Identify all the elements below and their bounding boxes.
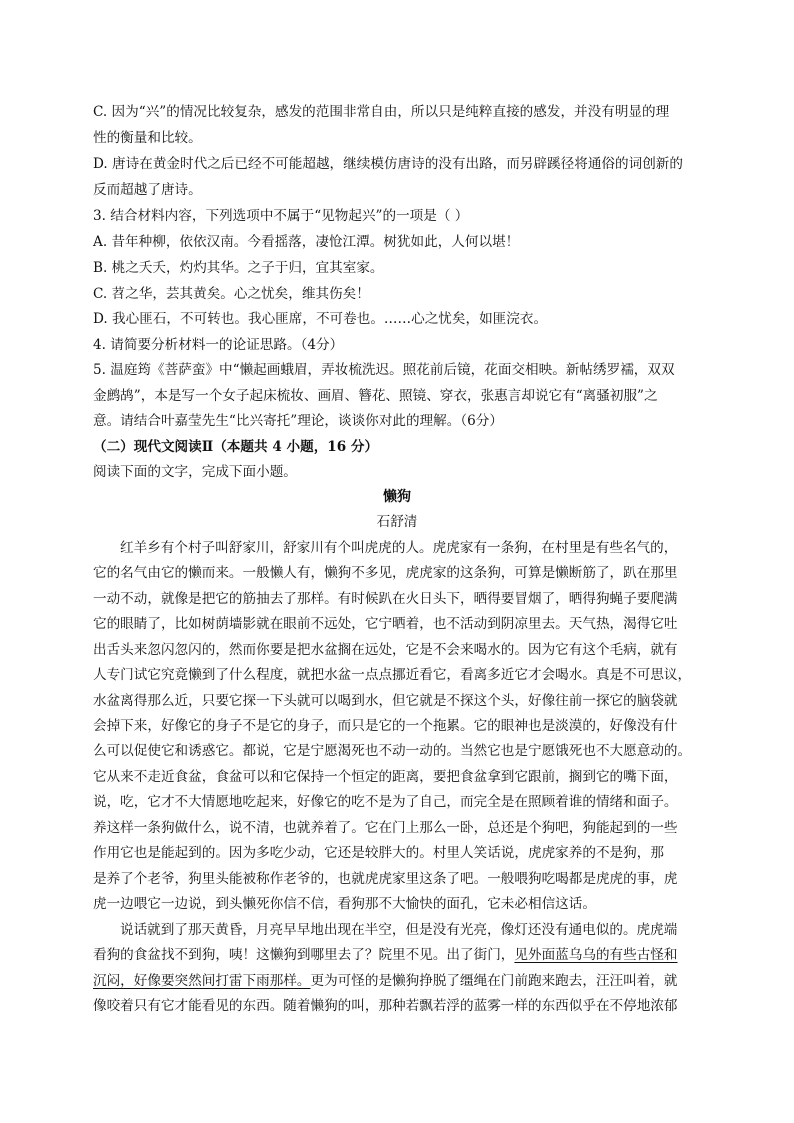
- paragraph-1-line: 作用它也是能起到的。因为多吃少动，它还是较胖大的。村里人笑话说，虎虎家养的不是狗，那: [93, 845, 664, 861]
- article-author: 石舒清: [376, 514, 418, 530]
- plain-text: 更为可怪的是懒狗挣脱了缰绳在门前跑来跑去，汪汪叫着，就: [310, 973, 678, 989]
- option-c-line-1: C. 因为“兴”的情况比较复杂，感发的范围非常自由，所以只是纯粹直接的感发，并没有明显的理: [93, 104, 670, 120]
- underlined-text: 沉闷，好像要突然间打雷下雨那样。: [93, 973, 311, 989]
- paragraph-1-line: 它从来不走近食盆，食盆可以和它保持一个恒定的距离，要把食盆拿到它跟前，搁到它的嘴下面，: [93, 769, 678, 785]
- option-d-line-1: D. 唐诗在黄金时代之后已经不可能超越，继续模仿唐诗的没有出路，而另辟蹊径将通俗的词创新的: [93, 156, 683, 172]
- paragraph-1-line: 是养了个老爷，狗里头能被称作老爷的，也就虎虎家里这条了吧。一般喂狗吃喝都是虎虎的事，虎: [93, 871, 678, 887]
- paragraph-1-line: 人专门试它究竟懒到了什么程度，就把水盆一点点挪近看它，看离多近它才会喝水。真是不可思议，: [93, 667, 692, 683]
- paragraph-2-line: 像咬着只有它才能看见的东西。随着懒狗的叫，那种若飘若浮的蓝雾一样的东西似乎在不停地浓郁: [93, 998, 678, 1014]
- reading-instruction: 阅读下面的文字，完成下面小题。: [93, 464, 297, 480]
- paragraph-1-line: 红羊乡有个村子叫舒家川，舒家川有个叫虎虎的人。虎虎家有一条狗，在村里是有些名气的，: [120, 540, 678, 556]
- paragraph-1-line: 水盆离得那么近，只要它探一下头就可以喝到水，但它就是不探这个头，好像往前一探它的脑袋就: [93, 693, 678, 709]
- paragraph-1-line: 说，吃，它才不大情愿地吃起来，好像它的吃不是为了自己，而完全是在照顾着谁的情绪和面子。: [93, 794, 678, 810]
- paragraph-1-line: 养这样一条狗做什么，说不清，也就养着了。它在门上那么一卧，总还是个狗吧，狗能起到的一些: [93, 820, 678, 836]
- section-heading: （二）现代文阅读Ⅱ（本题共 4 小题，16 分）: [93, 439, 379, 455]
- question-4: 4. 请简要分析材料一的论证思路。（4分）: [93, 337, 344, 353]
- q3-option-d: D. 我心匪石，不可转也。我心匪席，不可卷也。……心之忧矣，如匪浣衣。: [93, 311, 548, 327]
- plain-text: 看狗的食盆找不到狗，咦！这懒狗到哪里去了？院里不见。出了街门，: [93, 947, 515, 963]
- question-5-line-1: 5. 温庭筠《菩萨蛮》中“懒起画蛾眉，弄妆梳洗迟。照花前后镜，花面交相映。新帖绣罗襦，双双: [93, 362, 675, 378]
- paragraph-2-line: 说话就到了那天黄昏，月亮早早地出现在半空，但是没有光亮，像灯还没有通电似的。虎虎端: [120, 922, 678, 938]
- question-3: 3. 结合材料内容，下列选项中不属于“见物起兴”的一项是（ ）: [93, 208, 469, 224]
- option-d-line-2: 反而超越了唐诗。: [93, 182, 202, 198]
- option-c-line-2: 性的衡量和比较。: [93, 130, 202, 146]
- paragraph-1-line: 会掉下来，好像它的身子不是它的身子，而只是它的一个拖累。它的眼神也是淡漠的，好像没有什: [93, 718, 678, 734]
- paragraph-1-line: 它的眼睛了，比如树荫墙影就在眼前不远处，它宁晒着，也不活动到阴凉里去。天气热，渴得它吐: [93, 616, 678, 632]
- paragraph-1-line: 虎一边喂它一边说，到头懒死你信不信，看狗那不大愉快的面孔，它未必相信这话。: [93, 896, 596, 912]
- q3-option-b: B. 桃之夭夭，灼灼其华。之子于归，宜其室家。: [93, 260, 384, 276]
- paragraph-1-line: 它的名气由它的懒而来。一般懒人有，懒狗不多见，虎虎家的这条狗，可算是懒断筋了，趴在那里: [93, 565, 678, 581]
- paragraph-1-line: 一动不动，就像是把它的筋抽去了那样。有时候趴在火日头下，晒得要冒烟了，晒得狗蝇子要爬满: [93, 591, 678, 607]
- underlined-text: 见外面蓝乌乌的有些古怪和: [514, 947, 678, 963]
- paragraph-1-line: 么可以促使它和诱惑它。都说，它是宁愿渴死也不动一动的。当然它也是宁愿饿死也不大愿意动的。: [93, 743, 692, 759]
- paragraph-1-line: 出舌头来忽闪忽闪的，然而你要是把水盆搁在远处，它是不会来喝水的。因为它有这个毛病，就有: [93, 642, 678, 658]
- question-5-line-3: 意。请结合叶嘉莹先生“比兴寄托”理论，谈谈你对此的理解。（6分）: [93, 413, 503, 429]
- question-5-line-2: 金鹧鸪”，本是写一个女子起床梳妆、画眉、簪花、照镜、穿衣，张惠言却说它有“离骚初服”之: [93, 388, 658, 404]
- paragraph-2-line: [93, 945, 703, 965]
- paragraph-2-line: [93, 971, 703, 991]
- article-title: 懒狗: [383, 489, 411, 505]
- q3-option-a: A. 昔年种柳，依依汉南。今看摇落，凄怆江潭。树犹如此，人何以堪！: [93, 234, 520, 250]
- q3-option-c: C. 苕之华，芸其黄矣。心之忧矣，维其伤矣！: [93, 286, 370, 302]
